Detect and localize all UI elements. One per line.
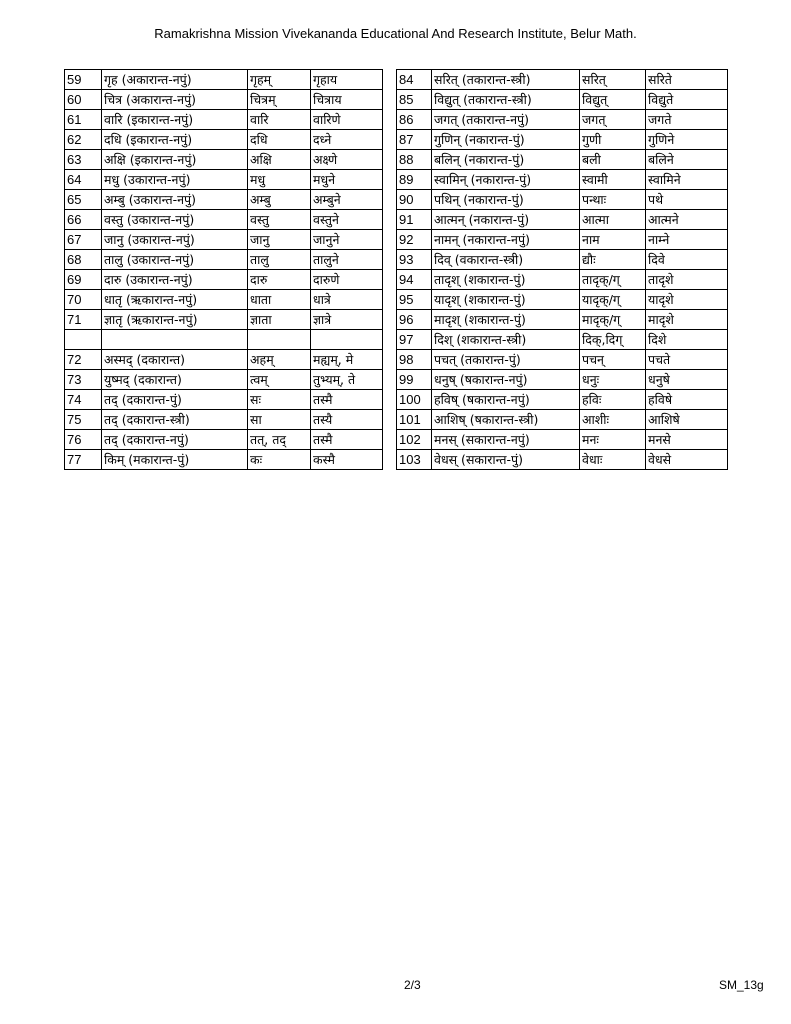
row-number-cell: 60 bbox=[65, 90, 102, 110]
nominative-form-cell bbox=[248, 330, 311, 350]
table-row bbox=[65, 310, 383, 330]
nominative-form-cell: पचन् bbox=[580, 350, 646, 370]
stem-word-cell: मधु (उकारान्त-नपुं) bbox=[102, 170, 248, 190]
row-number-cell: 102 bbox=[397, 430, 432, 450]
row-number-cell: 93 bbox=[397, 250, 432, 270]
nominative-form-cell: वारि bbox=[248, 110, 311, 130]
row-number-cell: 65 bbox=[65, 190, 102, 210]
row-number-cell: 71 bbox=[65, 310, 102, 330]
nominative-form-cell: सा bbox=[248, 409, 311, 429]
dative-form-cell: धात्रे bbox=[311, 290, 383, 310]
row-number-cell: 77 bbox=[65, 449, 102, 469]
dative-form-cell: तस्यै bbox=[311, 409, 383, 429]
dative-form-cell: वेधसे bbox=[646, 450, 728, 470]
row-number-cell: 95 bbox=[397, 290, 432, 310]
table-row bbox=[65, 230, 383, 250]
stem-word-cell: जानु (उकारान्त-नपुं) bbox=[102, 230, 248, 250]
nominative-form-cell: मनः bbox=[580, 430, 646, 450]
table-row bbox=[65, 290, 383, 310]
row-number-cell: 69 bbox=[65, 270, 102, 290]
nominative-form-cell: धाता bbox=[248, 290, 311, 310]
stem-word-cell: तद् (दकारान्त-पुं) bbox=[102, 389, 248, 409]
stem-word-cell: स्वामिन् (नकारान्त-पुं) bbox=[432, 170, 580, 190]
stem-word-cell: सरित् (तकारान्त-स्त्री) bbox=[432, 70, 580, 90]
table-row bbox=[397, 390, 728, 410]
stem-word-cell: धनुष् (षकारान्त-नपुं) bbox=[432, 370, 580, 390]
table-row bbox=[397, 150, 728, 170]
table-row bbox=[397, 410, 728, 430]
page-number: 2/3 bbox=[404, 978, 421, 992]
stem-word-cell: हविष् (षकारान्त-नपुं) bbox=[432, 390, 580, 410]
table-row bbox=[397, 170, 728, 190]
dative-form-cell: गुणिने bbox=[646, 130, 728, 150]
nominative-form-cell: कः bbox=[248, 449, 311, 469]
dative-form-cell: मधुने bbox=[311, 170, 383, 190]
row-number-cell: 100 bbox=[397, 390, 432, 410]
table-row bbox=[65, 369, 383, 389]
table-row bbox=[397, 430, 728, 450]
nominative-form-cell: स्वामी bbox=[580, 170, 646, 190]
nominative-form-cell: वस्तु bbox=[248, 210, 311, 230]
document-code: SM_13g bbox=[719, 978, 764, 992]
dative-form-cell: वस्तुने bbox=[311, 210, 383, 230]
table-row bbox=[65, 130, 383, 150]
table-row bbox=[65, 449, 383, 469]
table-row bbox=[397, 190, 728, 210]
table-row bbox=[397, 290, 728, 310]
row-number-cell: 67 bbox=[65, 230, 102, 250]
stem-word-cell: आशिष् (षकारान्त-स्त्री) bbox=[432, 410, 580, 430]
table-row bbox=[65, 190, 383, 210]
row-number-cell: 84 bbox=[397, 70, 432, 90]
stem-word-cell: तादृश् (शकारान्त-पुं) bbox=[432, 270, 580, 290]
stem-word-cell: पथिन् (नकारान्त-पुं) bbox=[432, 190, 580, 210]
dative-form-cell: मनसे bbox=[646, 430, 728, 450]
stem-word-cell: मनस् (सकारान्त-नपुं) bbox=[432, 430, 580, 450]
row-number-cell: 89 bbox=[397, 170, 432, 190]
dative-form-cell: तादृशे bbox=[646, 270, 728, 290]
stem-word-cell: तद् (दकारान्त-नपुं) bbox=[102, 429, 248, 449]
nominative-form-cell: गृहम् bbox=[248, 70, 311, 90]
table-row bbox=[65, 429, 383, 449]
stem-word-cell: यादृश् (शकारान्त-पुं) bbox=[432, 290, 580, 310]
dative-form-cell: मह्यम्, मे bbox=[311, 349, 383, 369]
nominative-form-cell: आत्मा bbox=[580, 210, 646, 230]
table-row bbox=[65, 270, 383, 290]
stem-word-cell: जगत् (तकारान्त-नपुं) bbox=[432, 110, 580, 130]
table-row bbox=[397, 450, 728, 470]
table-row bbox=[65, 250, 383, 270]
nominative-form-cell: गुणी bbox=[580, 130, 646, 150]
dative-form-cell: चित्राय bbox=[311, 90, 383, 110]
table-row bbox=[65, 389, 383, 409]
row-number-cell: 92 bbox=[397, 230, 432, 250]
table-row bbox=[65, 330, 383, 350]
table-row bbox=[65, 70, 383, 90]
dative-form-cell: मादृशे bbox=[646, 310, 728, 330]
row-number-cell: 91 bbox=[397, 210, 432, 230]
dative-form-cell: आशिषे bbox=[646, 410, 728, 430]
dative-form-cell: अम्बुने bbox=[311, 190, 383, 210]
dative-form-cell: दिवे bbox=[646, 250, 728, 270]
table-row bbox=[65, 409, 383, 429]
stem-word-cell: वेधस् (सकारान्त-पुं) bbox=[432, 450, 580, 470]
page-header-title: Ramakrishna Mission Vivekananda Educational And Research Institute, Belur Math. bbox=[154, 26, 637, 41]
table-row bbox=[397, 310, 728, 330]
row-number-cell: 103 bbox=[397, 450, 432, 470]
stem-word-cell: वस्तु (उकारान्त-नपुं) bbox=[102, 210, 248, 230]
nominative-form-cell: नाम bbox=[580, 230, 646, 250]
table-row bbox=[65, 150, 383, 170]
stem-word-cell: नामन् (नकारान्त-नपुं) bbox=[432, 230, 580, 250]
stem-word-cell: आत्मन् (नकारान्त-पुं) bbox=[432, 210, 580, 230]
dative-form-cell: अक्ष्णे bbox=[311, 150, 383, 170]
table-row bbox=[397, 250, 728, 270]
dative-form-cell: दिशे bbox=[646, 330, 728, 350]
table-row bbox=[397, 90, 728, 110]
stem-word-cell: चित्र (अकारान्त-नपुं) bbox=[102, 90, 248, 110]
nominative-form-cell: तादृक्/ग् bbox=[580, 270, 646, 290]
row-number-cell: 85 bbox=[397, 90, 432, 110]
dative-form-cell: वारिणे bbox=[311, 110, 383, 130]
nominative-form-cell: विद्युत् bbox=[580, 90, 646, 110]
stem-word-cell: विद्युत् (तकारान्त-स्त्री) bbox=[432, 90, 580, 110]
nominative-form-cell: बली bbox=[580, 150, 646, 170]
row-number-cell: 75 bbox=[65, 409, 102, 429]
stem-word-cell: तद् (दकारान्त-स्त्री) bbox=[102, 409, 248, 429]
table-row bbox=[397, 370, 728, 390]
dative-form-cell: हविषे bbox=[646, 390, 728, 410]
table-row bbox=[397, 350, 728, 370]
row-number-cell: 97 bbox=[397, 330, 432, 350]
row-number-cell: 98 bbox=[397, 350, 432, 370]
dative-form-cell: स्वामिने bbox=[646, 170, 728, 190]
table-row bbox=[397, 270, 728, 290]
row-number-cell bbox=[65, 330, 102, 350]
nominative-form-cell: तालु bbox=[248, 250, 311, 270]
stem-word-cell: अक्षि (इकारान्त-नपुं) bbox=[102, 150, 248, 170]
stem-word-cell: धातृ (ऋकारान्त-नपुं) bbox=[102, 290, 248, 310]
nominative-form-cell: हविः bbox=[580, 390, 646, 410]
dative-form-cell: बलिने bbox=[646, 150, 728, 170]
nominative-form-cell: दारु bbox=[248, 270, 311, 290]
dative-form-cell: यादृशे bbox=[646, 290, 728, 310]
stem-word-cell: पचत् (तकारान्त-पुं) bbox=[432, 350, 580, 370]
stem-word-cell: वारि (इकारान्त-नपुं) bbox=[102, 110, 248, 130]
nominative-form-cell: धनुः bbox=[580, 370, 646, 390]
row-number-cell: 94 bbox=[397, 270, 432, 290]
dative-form-cell: धनुषे bbox=[646, 370, 728, 390]
table-row bbox=[65, 210, 383, 230]
dative-form-cell: सरिते bbox=[646, 70, 728, 90]
nominative-form-cell: सः bbox=[248, 389, 311, 409]
dative-form-cell: तुभ्यम्, ते bbox=[311, 369, 383, 389]
stem-word-cell: गृह (अकारान्त-नपुं) bbox=[102, 70, 248, 90]
table-row bbox=[397, 70, 728, 90]
nominative-form-cell: मधु bbox=[248, 170, 311, 190]
row-number-cell: 72 bbox=[65, 349, 102, 369]
nominative-form-cell: ज्ञाता bbox=[248, 310, 311, 330]
dative-form-cell: जानुने bbox=[311, 230, 383, 250]
nominative-form-cell: त्वम् bbox=[248, 369, 311, 389]
nominative-form-cell: दधि bbox=[248, 130, 311, 150]
row-number-cell: 74 bbox=[65, 389, 102, 409]
nominative-form-cell: अहम् bbox=[248, 349, 311, 369]
dative-form-cell: नाम्ने bbox=[646, 230, 728, 250]
table-row bbox=[397, 110, 728, 130]
dative-form-cell: तस्मै bbox=[311, 429, 383, 449]
dative-form-cell: पथे bbox=[646, 190, 728, 210]
row-number-cell: 87 bbox=[397, 130, 432, 150]
table-row bbox=[397, 130, 728, 150]
row-number-cell: 88 bbox=[397, 150, 432, 170]
stem-word-cell: युष्मद् (दकारान्त) bbox=[102, 369, 248, 389]
nominative-form-cell: द्यौः bbox=[580, 250, 646, 270]
nominative-form-cell: चित्रम् bbox=[248, 90, 311, 110]
table-row bbox=[397, 210, 728, 230]
nominative-form-cell: वेधाः bbox=[580, 450, 646, 470]
row-number-cell: 76 bbox=[65, 429, 102, 449]
row-number-cell: 62 bbox=[65, 130, 102, 150]
row-number-cell: 61 bbox=[65, 110, 102, 130]
row-number-cell: 64 bbox=[65, 170, 102, 190]
table-row bbox=[397, 230, 728, 250]
dative-form-cell: ज्ञात्रे bbox=[311, 310, 383, 330]
table-row bbox=[65, 110, 383, 130]
stem-word-cell: तालु (उकारान्त-नपुं) bbox=[102, 250, 248, 270]
stem-word-cell: अम्बु (उकारान्त-नपुं) bbox=[102, 190, 248, 210]
nominative-form-cell: दिक्,दिग् bbox=[580, 330, 646, 350]
row-number-cell: 99 bbox=[397, 370, 432, 390]
nominative-form-cell: अक्षि bbox=[248, 150, 311, 170]
stem-word-cell: दिव् (वकारान्त-स्त्री) bbox=[432, 250, 580, 270]
stem-word-cell: किम् (मकारान्त-पुं) bbox=[102, 449, 248, 469]
stem-word-cell: बलिन् (नकारान्त-पुं) bbox=[432, 150, 580, 170]
dative-form-cell: तालुने bbox=[311, 250, 383, 270]
stem-word-cell: अस्मद् (दकारान्त) bbox=[102, 349, 248, 369]
table-row bbox=[65, 349, 383, 369]
dative-form-cell: दध्ने bbox=[311, 130, 383, 150]
nominative-form-cell: आशीः bbox=[580, 410, 646, 430]
stem-word-cell: गुणिन् (नकारान्त-पुं) bbox=[432, 130, 580, 150]
dative-form-cell: पचते bbox=[646, 350, 728, 370]
nominative-form-cell: जगत् bbox=[580, 110, 646, 130]
row-number-cell: 90 bbox=[397, 190, 432, 210]
table-row bbox=[65, 170, 383, 190]
dative-form-cell: तस्मै bbox=[311, 389, 383, 409]
stem-word-cell bbox=[102, 330, 248, 350]
stem-word-cell: दिश् (शकारान्त-स्त्री) bbox=[432, 330, 580, 350]
nominative-form-cell: तत्, तद् bbox=[248, 429, 311, 449]
declension-table-left bbox=[64, 69, 383, 470]
nominative-form-cell: पन्थाः bbox=[580, 190, 646, 210]
dative-form-cell bbox=[311, 330, 383, 350]
row-number-cell: 70 bbox=[65, 290, 102, 310]
dative-form-cell: कस्मै bbox=[311, 449, 383, 469]
row-number-cell: 73 bbox=[65, 369, 102, 389]
stem-word-cell: दधि (इकारान्त-नपुं) bbox=[102, 130, 248, 150]
row-number-cell: 101 bbox=[397, 410, 432, 430]
dative-form-cell: गृहाय bbox=[311, 70, 383, 90]
row-number-cell: 86 bbox=[397, 110, 432, 130]
table-row bbox=[397, 330, 728, 350]
nominative-form-cell: मादृक्/ग् bbox=[580, 310, 646, 330]
row-number-cell: 59 bbox=[65, 70, 102, 90]
dative-form-cell: दारुणे bbox=[311, 270, 383, 290]
stem-word-cell: मादृश् (शकारान्त-पुं) bbox=[432, 310, 580, 330]
nominative-form-cell: यादृक्/ग् bbox=[580, 290, 646, 310]
declension-table-right bbox=[396, 69, 728, 470]
table-row bbox=[65, 90, 383, 110]
nominative-form-cell: जानु bbox=[248, 230, 311, 250]
stem-word-cell: ज्ञातृ (ऋकारान्त-नपुं) bbox=[102, 310, 248, 330]
dative-form-cell: जगते bbox=[646, 110, 728, 130]
dative-form-cell: आत्मने bbox=[646, 210, 728, 230]
row-number-cell: 63 bbox=[65, 150, 102, 170]
nominative-form-cell: सरित् bbox=[580, 70, 646, 90]
row-number-cell: 68 bbox=[65, 250, 102, 270]
row-number-cell: 96 bbox=[397, 310, 432, 330]
stem-word-cell: दारु (उकारान्त-नपुं) bbox=[102, 270, 248, 290]
nominative-form-cell: अम्बु bbox=[248, 190, 311, 210]
row-number-cell: 66 bbox=[65, 210, 102, 230]
dative-form-cell: विद्युते bbox=[646, 90, 728, 110]
